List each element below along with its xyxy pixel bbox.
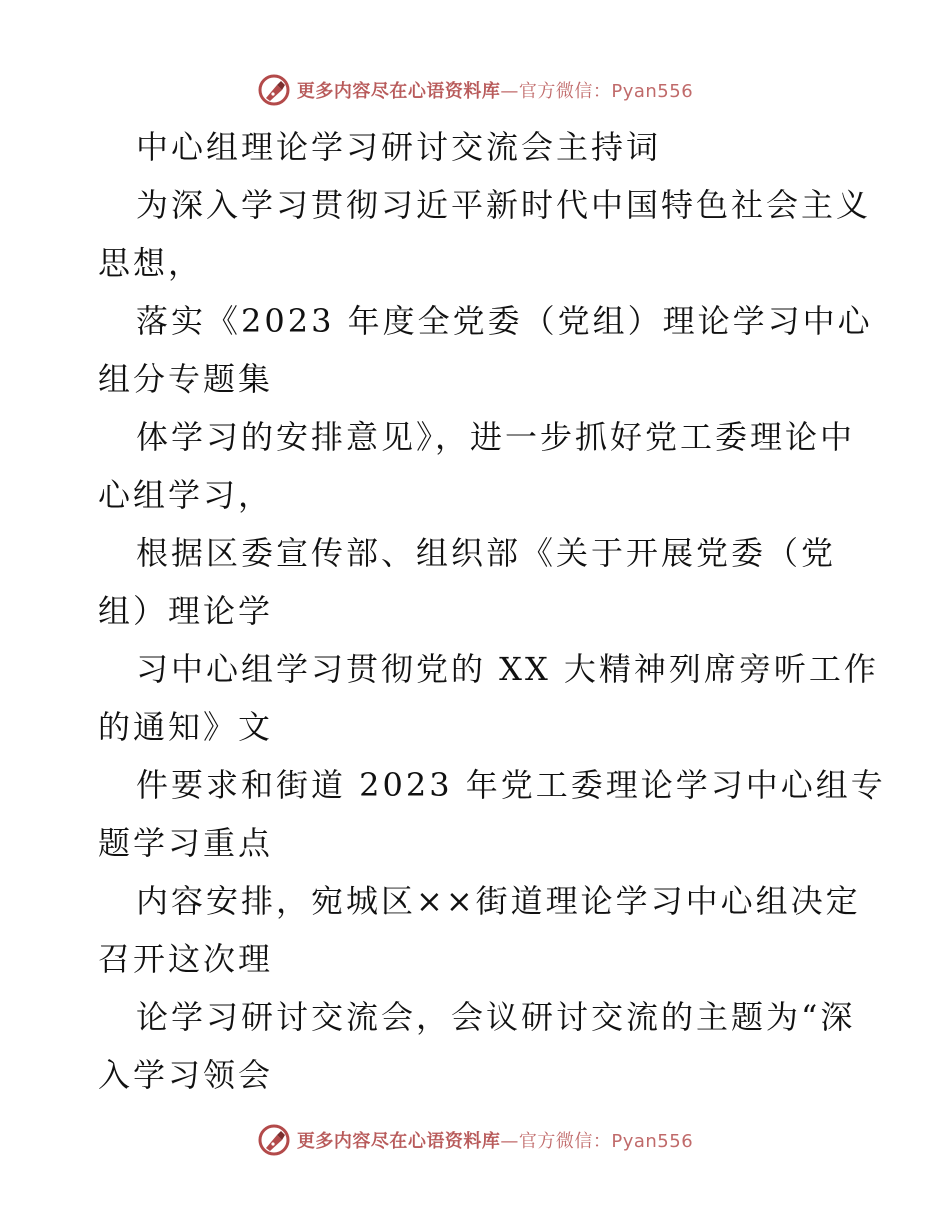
text-line: 落实《2023 年度全党委（党组）理论学习中心 [136, 302, 873, 340]
text-line: 组分专题集 [98, 360, 274, 398]
text-line: 习中心组学习贯彻党的 XX 大精神列席旁听工作 [136, 650, 879, 688]
pen-nib-logo-icon [257, 1123, 291, 1157]
text-line: 为深入学习贯彻习近平新时代中国特色社会主义 [136, 186, 872, 224]
text-line: 组）理论学 [98, 592, 274, 630]
header-watermark [0, 70, 950, 110]
watermark-suffix: —官方微信：Pyan556 [500, 81, 694, 102]
watermark-suffix: —官方微信：Pyan556 [500, 1131, 694, 1152]
document-body [98, 118, 886, 1104]
text-line: 思想， [98, 244, 204, 282]
footer-watermark [0, 1120, 950, 1160]
text-line: 心组学习， [98, 476, 274, 514]
text-line: 件要求和街道 2023 年党工委理论学习中心组专 [136, 766, 886, 804]
pen-nib-logo-icon [257, 73, 291, 107]
text-line: 体学习的安排意见》，进一步抓好党工委理论中 [136, 418, 856, 456]
text-line: 召开这次理 [98, 940, 274, 978]
watermark-brand: 更多内容尽在心语资料库 [296, 1131, 501, 1152]
text-line: 入学习领会 [98, 1056, 274, 1094]
text-line: 题学习重点 [98, 824, 274, 862]
text-line: 内容安排，宛城区××街道理论学习中心组决定 [136, 882, 861, 920]
document-title: 中心组理论学习研讨交流会主持词 [136, 128, 662, 166]
watermark-text [297, 77, 693, 103]
text-line: 根据区委宣传部、组织部《关于开展党委（党 [136, 534, 837, 572]
text-line: 的通知》文 [98, 708, 274, 746]
watermark-brand: 更多内容尽在心语资料库 [296, 81, 501, 102]
watermark-text [297, 1127, 693, 1153]
text-line: 论学习研讨交流会，会议研讨交流的主题为“深 [136, 998, 856, 1036]
